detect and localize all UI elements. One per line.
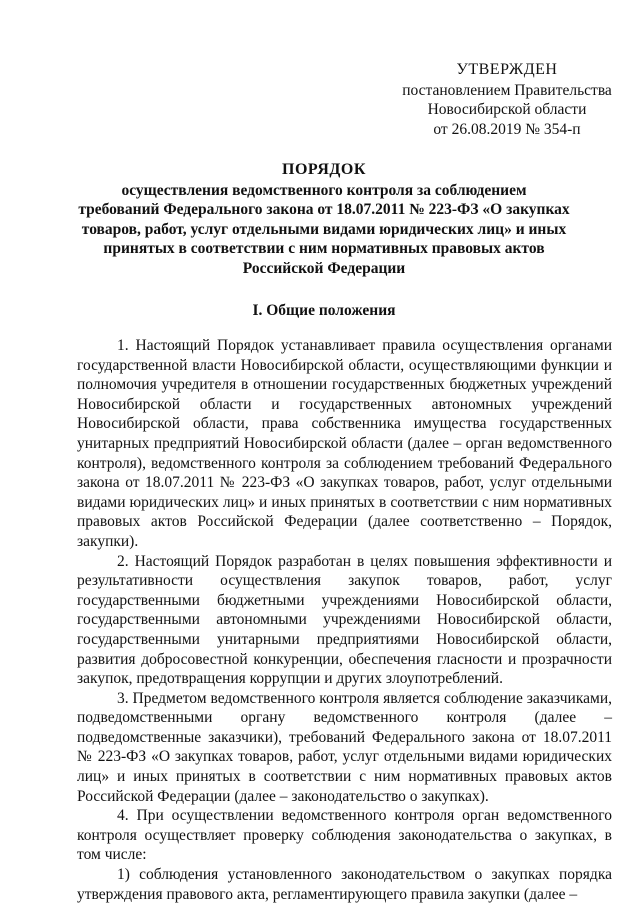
document-subtitle-line: требований Федерального закона от 18.07.2011 № 223-ФЗ «О закупках	[78, 201, 570, 218]
document-subtitle-line: принятых в соответствии с ним нормативных правовых актов	[103, 240, 545, 257]
approval-line-2: Новосибирской области	[427, 101, 587, 118]
approval-stamp	[397, 60, 617, 139]
approval-title: УТВЕРЖДЕН	[456, 61, 558, 78]
document-title: ПОРЯДОК	[282, 161, 366, 178]
paragraph: 2. Настоящий Порядок разработан в целях повышения эффективности и результативности осуществления закупок товаров, работ, услуг государственными бюджетными учреждениями Новосибирской области, государственными автономными учреждениями Новосибирской области, государственными унитарными предприятиями Новосибирской области, развития добросовестной конкуренции, обеспечения гласности и прозрачности закупок, предотвращения коррупции и других злоупотреблений.	[77, 552, 612, 688]
section-heading: I. Общие положения	[252, 302, 396, 319]
approval-line-1: постановлением Правительства	[402, 81, 612, 99]
document-subtitle-line: Российской Федерации	[242, 259, 406, 277]
paragraph: 3. Предметом ведомственного контроля является соблюдение заказчиками, подведомственными органу ведомственного контроля (далее – подведомственные заказчики), требований Федерального закона от 18.07.2011 № 223-ФЗ «О закупках товаров, работ, услуг отдельными видами юридических лиц» и иных принятых в соответствии с ним нормативных правовых актов Российской Федерации (далее – законодательство о закупках).	[77, 689, 612, 805]
document-subtitle-line: осуществления ведомственного контроля за соблюдением	[121, 181, 527, 199]
paragraph: 1) соблюдения установленного законодательством о закупках порядка утверждения правового акта, регламентирующего правила закупки (далее –	[77, 866, 612, 903]
paragraph: 1. Настоящий Порядок устанавливает правила осуществления органами государственной власти Новосибирской области, осуществляющими функции и полномочия учредителя в отношении государственных бюджетных учреждений Новосибирской области и государственных автономных учреждений Новосибирской области, права собственника имущества государственных унитарных предприятий Новосибирской области (далее – орган ведомственного контроля), ведомственного контроля за соблюдением требований Федерального закона от 18.07.2011 № 223-ФЗ «О закупках товаров, работ, услуг отдельными видами юридических лиц» и иных принятых в соответствии с ним нормативных правовых актов Российской Федерации (далее соответственно – Порядок, закупки).	[77, 337, 612, 550]
document-title-block	[70, 160, 578, 278]
document-subtitle-line: товаров, работ, услуг отдельными видами юридических лиц» и иных	[81, 220, 567, 238]
paragraph: 4. При осуществлении ведомственного контроля орган ведомственного контроля осуществляет проверку соблюдения законодательства о закупках, в том числе:	[77, 807, 612, 864]
approval-line-3: от 26.08.2019 № 354-п	[433, 120, 581, 138]
document-body	[77, 336, 612, 904]
